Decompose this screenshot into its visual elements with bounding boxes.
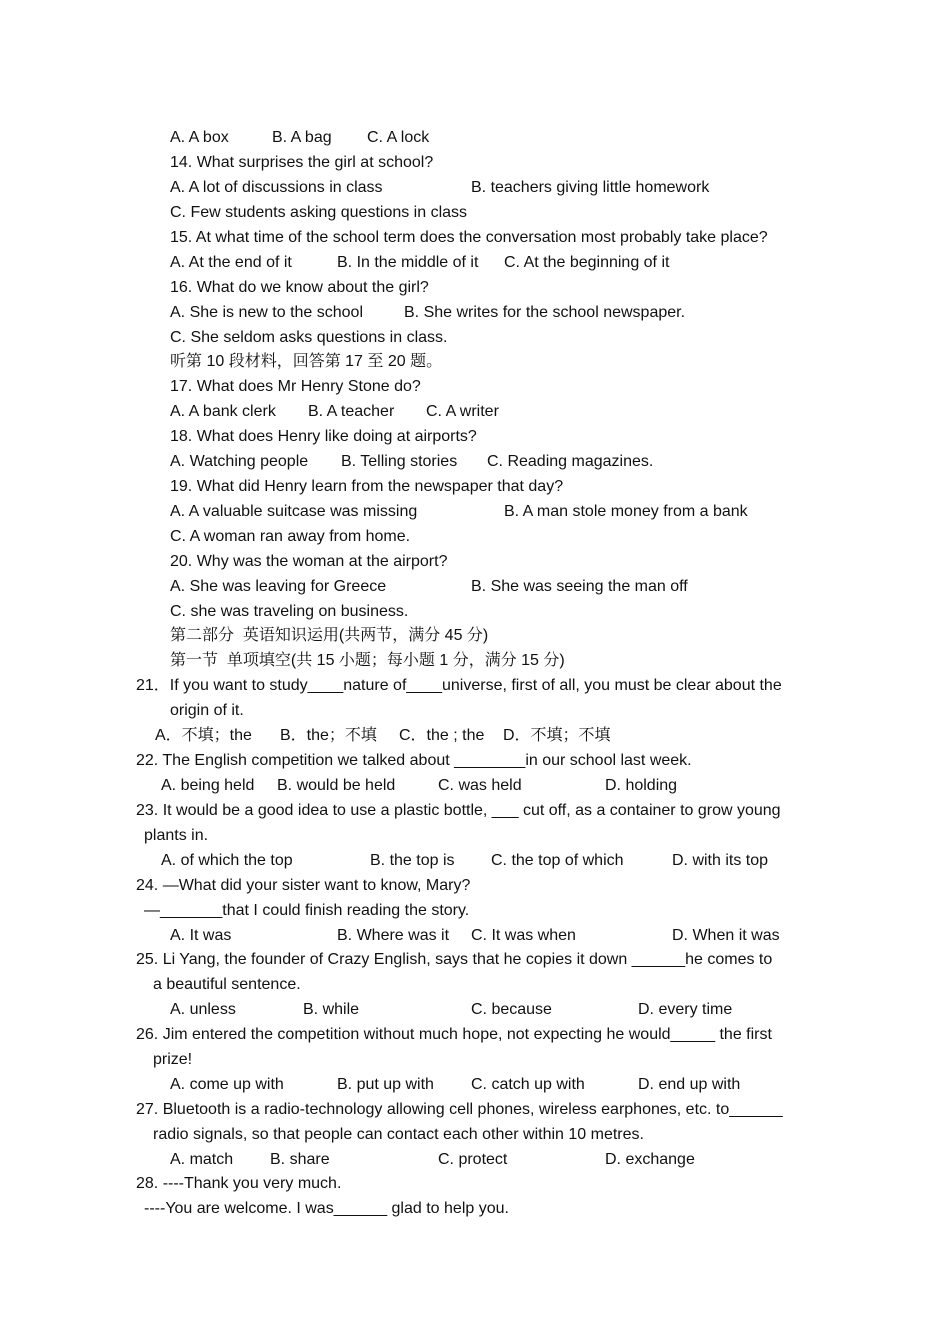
q20-option-b: B. She was seeing the man off	[471, 578, 688, 595]
q28-question-line2: ----You are welcome. I was______ glad to help you.	[144, 1200, 509, 1217]
q16-option-a: A. She is new to the school	[170, 304, 363, 321]
q26-option-d: D. end up with	[638, 1076, 741, 1093]
q19-option-b: B. A man stole money from a bank	[504, 503, 748, 520]
q15-option-c: C. At the beginning of it	[504, 254, 670, 271]
q13-option-a: A. A box	[170, 129, 229, 146]
q22-option-b: B. would be held	[277, 777, 396, 794]
q21-question-line1: 21．If you want to study____nature of____universe, first of all, you must be clear about the	[136, 677, 782, 694]
q26-question-line2: prize!	[153, 1051, 193, 1068]
part2-title: 第二部分 英语知识运用(共两节，满分 45 分)	[170, 627, 489, 644]
q24-option-b: B. Where was it	[337, 927, 450, 944]
q28-question-line1: 28. ----Thank you very much.	[136, 1175, 342, 1192]
q16-question: 16. What do we know about the girl?	[170, 279, 429, 296]
q22-option-a: A. being held	[161, 777, 255, 794]
q24-question-line1: 24. —What did your sister want to know, Mary?	[136, 877, 471, 894]
q26-question-line1: 26. Jim entered the competition without much hope, not expecting he would_____ the first	[136, 1026, 772, 1043]
q26-option-b: B. put up with	[337, 1076, 434, 1093]
section10-instruction: 听第 10 段材料，回答第 17 至 20 题。	[170, 353, 443, 370]
q24-option-c: C. It was when	[471, 927, 576, 944]
q21-option-a: A．不填；the	[155, 727, 252, 744]
q17-question: 17. What does Mr Henry Stone do?	[170, 378, 421, 395]
q17-option-a: A. A bank clerk	[170, 403, 276, 420]
q23-option-a: A. of which the top	[161, 852, 293, 869]
q27-option-d: D. exchange	[605, 1151, 695, 1168]
q23-option-d: D. with its top	[672, 852, 769, 869]
q13-option-b: B. A bag	[272, 129, 332, 146]
q14-question: 14. What surprises the girl at school?	[170, 154, 434, 171]
q18-option-b: B. Telling stories	[341, 453, 458, 470]
q25-option-b: B. while	[303, 1001, 360, 1018]
q18-option-c: C. Reading magazines.	[487, 453, 654, 470]
q14-option-b: B. teachers giving little homework	[471, 179, 710, 196]
q25-option-a: A. unless	[170, 1001, 236, 1018]
q16-option-c: C. She seldom asks questions in class.	[170, 329, 448, 346]
q16-option-b: B. She writes for the school newspaper.	[404, 304, 686, 321]
q21-option-b: B．the；不填	[280, 727, 377, 744]
q25-question-line1: 25. Li Yang, the founder of Crazy English, says that he copies it down ______he comes to	[136, 951, 773, 968]
q22-question: 22. The English competition we talked about ________in our school last week.	[136, 752, 692, 769]
q20-option-a: A. She was leaving for Greece	[170, 578, 387, 595]
q22-option-c: C. was held	[438, 777, 522, 794]
q23-question-line2: plants in.	[144, 827, 209, 844]
q23-option-b: B. the top is	[370, 852, 455, 869]
q25-option-c: C. because	[471, 1001, 552, 1018]
q13-option-c: C. A lock	[367, 129, 430, 146]
q14-option-a: A. A lot of discussions in class	[170, 179, 383, 196]
q17-option-c: C. A writer	[426, 403, 499, 420]
q20-question: 20. Why was the woman at the airport?	[170, 553, 448, 570]
q21-option-d: D．不填；不填	[503, 727, 611, 744]
q19-option-c: C. A woman ran away from home.	[170, 528, 411, 545]
q23-question-line1: 23. It would be a good idea to use a plastic bottle, ___ cut off, as a container to grow young	[136, 802, 781, 819]
q25-question-line2: a beautiful sentence.	[153, 976, 301, 993]
q27-option-c: C. protect	[438, 1151, 508, 1168]
q18-option-a: A. Watching people	[170, 453, 309, 470]
q23-option-c: C. the top of which	[491, 852, 624, 869]
q27-question-line1: 27. Bluetooth is a radio-technology allowing cell phones, wireless earphones, etc. to______	[136, 1101, 783, 1118]
q27-question-line2: radio signals, so that people can contact each other within 10 metres.	[153, 1126, 644, 1143]
q15-question: 15. At what time of the school term does the conversation most probably take place?	[170, 229, 768, 246]
q20-option-c: C. she was traveling on business.	[170, 603, 409, 620]
q15-option-b: B. In the middle of it	[337, 254, 479, 271]
q21-option-c: C．the ; the	[399, 727, 485, 744]
q14-option-c: C. Few students asking questions in class	[170, 204, 468, 221]
q19-option-a: A. A valuable suitcase was missing	[170, 503, 418, 520]
q15-option-a: A. At the end of it	[170, 254, 292, 271]
q25-option-d: D. every time	[638, 1001, 733, 1018]
q19-question: 19. What did Henry learn from the newspaper that day?	[170, 478, 564, 495]
q22-option-d: D. holding	[605, 777, 678, 794]
q27-option-b: B. share	[270, 1151, 330, 1168]
q26-option-a: A. come up with	[170, 1076, 284, 1093]
q24-option-d: D. When it was	[672, 927, 780, 944]
q26-option-c: C. catch up with	[471, 1076, 585, 1093]
q24-option-a: A. It was	[170, 927, 232, 944]
q27-option-a: A. match	[170, 1151, 234, 1168]
q24-question-line2: —_______that I could finish reading the story.	[144, 902, 470, 919]
q18-question: 18. What does Henry like doing at airports?	[170, 428, 477, 445]
q21-question-line2: origin of it.	[170, 702, 244, 719]
part2-section1-title: 第一节 单项填空(共 15 小题；每小题 1 分，满分 15 分)	[170, 652, 565, 669]
q17-option-b: B. A teacher	[308, 403, 395, 420]
